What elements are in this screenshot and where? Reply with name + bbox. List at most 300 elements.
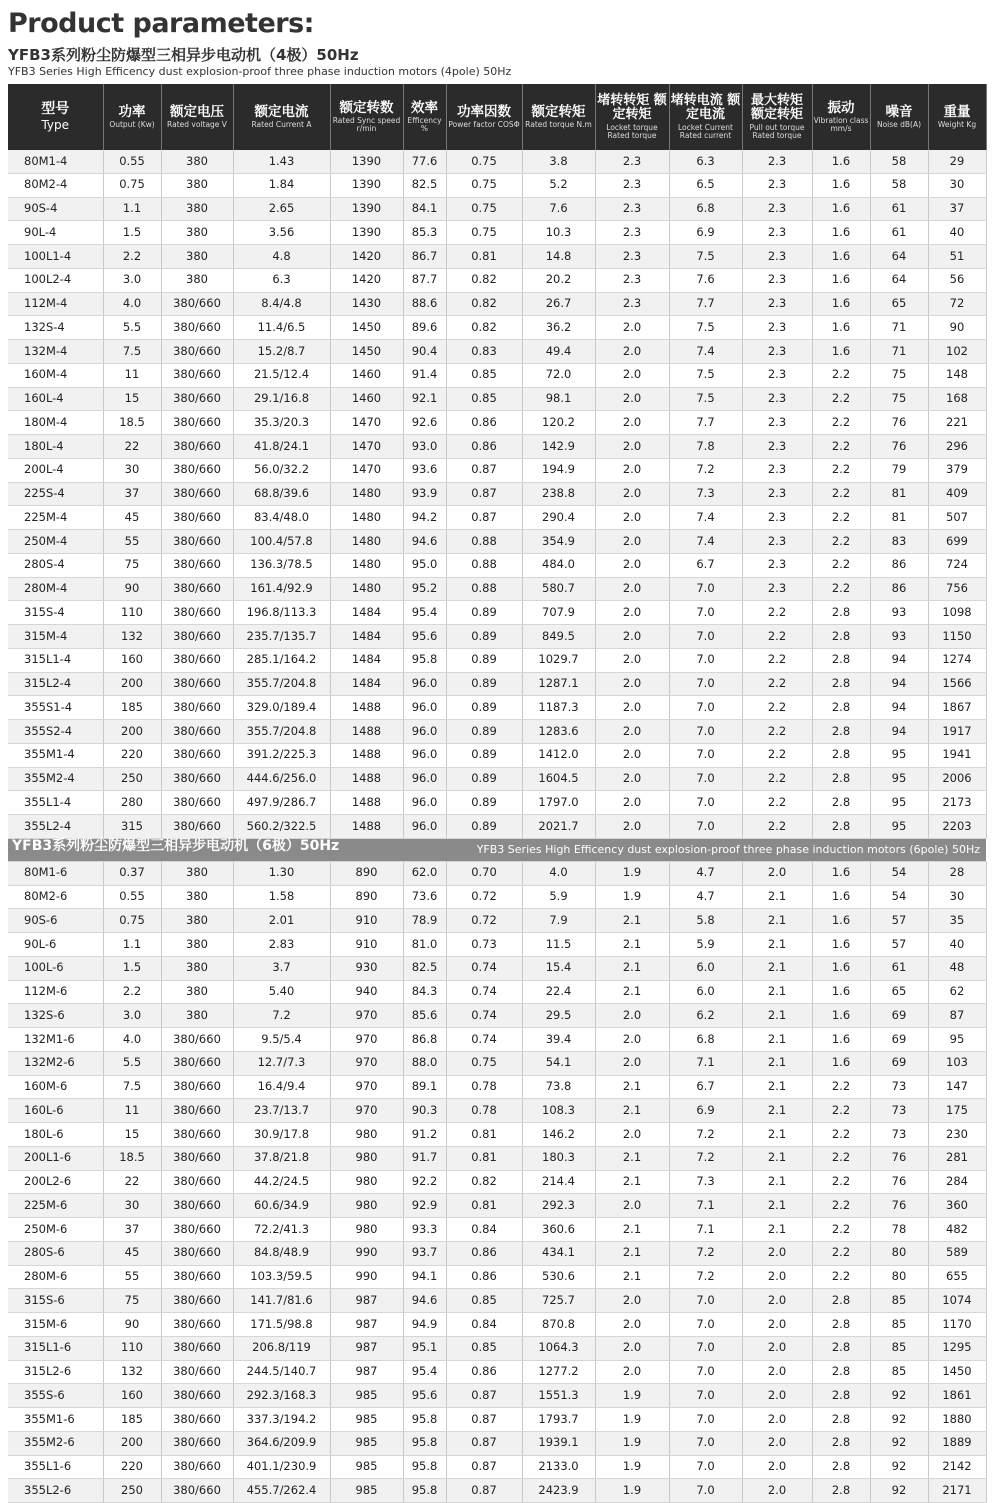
value-cell: 94 [870, 720, 928, 744]
band-title-cn: YFB3系列粉尘防爆型三相异步电动机（6极）50Hz [12, 837, 340, 854]
value-cell: 380 [161, 197, 233, 221]
value-cell: 235.7/135.7 [233, 625, 330, 649]
value-cell: 30 [103, 1194, 161, 1218]
value-cell: 6.8 [669, 197, 742, 221]
value-cell: 65 [870, 292, 928, 316]
value-cell: 95.2 [403, 577, 446, 601]
value-cell: 2.3 [742, 292, 812, 316]
value-cell: 0.87 [446, 1384, 522, 1408]
value-cell: 58 [870, 150, 928, 173]
value-cell: 95 [870, 743, 928, 767]
value-cell: 7.8 [669, 435, 742, 459]
value-cell: 93.7 [403, 1241, 446, 1265]
value-cell: 94 [870, 648, 928, 672]
value-cell: 161.4/92.9 [233, 577, 330, 601]
value-cell: 7.0 [669, 696, 742, 720]
table-row [8, 1360, 986, 1384]
value-cell: 360.6 [522, 1218, 595, 1242]
value-cell: 2.8 [812, 1408, 870, 1432]
value-cell: 380/660 [161, 1028, 233, 1052]
value-cell: 2.2 [812, 530, 870, 554]
value-cell: 2.0 [595, 340, 669, 364]
value-cell: 4.0 [522, 861, 595, 885]
value-cell: 180.3 [522, 1146, 595, 1170]
value-cell: 409 [928, 482, 986, 506]
table-row [8, 1313, 986, 1337]
value-cell: 0.89 [446, 743, 522, 767]
header-type: 型号 Type [8, 84, 103, 150]
value-cell: 2.3 [742, 553, 812, 577]
value-cell: 910 [330, 909, 403, 933]
value-cell: 2.83 [233, 933, 330, 957]
value-cell: 0.81 [446, 1123, 522, 1147]
value-cell: 12.7/7.3 [233, 1051, 330, 1075]
value-cell: 220 [103, 1455, 161, 1479]
value-cell: 95 [870, 791, 928, 815]
value-cell: 200 [103, 720, 161, 744]
value-cell: 2.3 [595, 245, 669, 269]
value-cell: 0.75 [446, 1051, 522, 1075]
value-cell: 86 [870, 553, 928, 577]
value-cell: 507 [928, 506, 986, 530]
value-cell: 1488 [330, 696, 403, 720]
value-cell: 2.0 [742, 1265, 812, 1289]
table-row [8, 363, 986, 387]
value-cell: 2.3 [742, 221, 812, 245]
header-rated-voltage: 额定电压 Rated voltage V [161, 84, 233, 150]
value-cell: 168 [928, 387, 986, 411]
value-cell: 238.8 [522, 482, 595, 506]
value-cell: 7.0 [669, 1479, 742, 1503]
value-cell: 200 [103, 672, 161, 696]
value-cell: 1074 [928, 1289, 986, 1313]
value-cell: 0.89 [446, 601, 522, 625]
value-cell: 85.3 [403, 221, 446, 245]
value-cell: 985 [330, 1455, 403, 1479]
value-cell: 2.0 [742, 1479, 812, 1503]
value-cell: 1.9 [595, 1431, 669, 1455]
value-cell: 5.5 [103, 1051, 161, 1075]
value-cell: 380/660 [161, 1408, 233, 1432]
table-row [8, 672, 986, 696]
value-cell: 2.3 [742, 245, 812, 269]
value-cell: 7.0 [669, 577, 742, 601]
value-cell: 2.0 [595, 1123, 669, 1147]
model-cell: 132S-4 [8, 316, 103, 340]
value-cell: 92 [870, 1384, 928, 1408]
value-cell: 1390 [330, 197, 403, 221]
section-band-cell [8, 838, 986, 861]
value-cell: 379 [928, 458, 986, 482]
value-cell: 86.7 [403, 245, 446, 269]
value-cell: 7.1 [669, 1194, 742, 1218]
model-cell: 315L2-6 [8, 1360, 103, 1384]
value-cell: 73 [870, 1123, 928, 1147]
value-cell: 76 [870, 1146, 928, 1170]
value-cell: 0.75 [446, 173, 522, 197]
value-cell: 7.0 [669, 767, 742, 791]
value-cell: 7.5 [103, 1075, 161, 1099]
value-cell: 76 [870, 1194, 928, 1218]
value-cell: 2.2 [103, 980, 161, 1004]
value-cell: 1604.5 [522, 767, 595, 791]
value-cell: 3.0 [103, 268, 161, 292]
value-cell: 100.4/57.8 [233, 530, 330, 554]
header-rated-torque: 额定转矩 Rated torque N.m [522, 84, 595, 150]
table-row [8, 387, 986, 411]
model-cell: 315L2-4 [8, 672, 103, 696]
value-cell: 75 [103, 553, 161, 577]
value-cell: 380/660 [161, 767, 233, 791]
value-cell: 980 [330, 1123, 403, 1147]
value-cell: 86.8 [403, 1028, 446, 1052]
value-cell: 61 [870, 197, 928, 221]
value-cell: 292.3/168.3 [233, 1384, 330, 1408]
value-cell: 7.2 [669, 458, 742, 482]
value-cell: 1470 [330, 411, 403, 435]
model-cell: 315L1-6 [8, 1336, 103, 1360]
value-cell: 92 [870, 1408, 928, 1432]
value-cell: 0.73 [446, 933, 522, 957]
value-cell: 196.8/113.3 [233, 601, 330, 625]
value-cell: 849.5 [522, 625, 595, 649]
value-cell: 1.1 [103, 197, 161, 221]
value-cell: 0.84 [446, 1218, 522, 1242]
value-cell: 2.3 [742, 506, 812, 530]
table-row [8, 861, 986, 885]
model-cell: 132M-4 [8, 340, 103, 364]
value-cell: 1064.3 [522, 1336, 595, 1360]
value-cell: 7.4 [669, 340, 742, 364]
value-cell: 1.6 [812, 173, 870, 197]
value-cell: 86 [870, 577, 928, 601]
value-cell: 1484 [330, 625, 403, 649]
model-cell: 112M-6 [8, 980, 103, 1004]
value-cell: 0.81 [446, 245, 522, 269]
value-cell: 1.6 [812, 933, 870, 957]
value-cell: 96.0 [403, 696, 446, 720]
value-cell: 1484 [330, 648, 403, 672]
value-cell: 2.01 [233, 909, 330, 933]
value-cell: 1.5 [103, 956, 161, 980]
value-cell: 0.87 [446, 482, 522, 506]
value-cell: 699 [928, 530, 986, 554]
value-cell: 93 [870, 625, 928, 649]
value-cell: 2.0 [595, 553, 669, 577]
model-cell: 90S-6 [8, 909, 103, 933]
value-cell: 355.7/204.8 [233, 720, 330, 744]
value-cell: 6.7 [669, 1075, 742, 1099]
value-cell: 73 [870, 1075, 928, 1099]
value-cell: 89.6 [403, 316, 446, 340]
value-cell: 7.0 [669, 1360, 742, 1384]
value-cell: 1.9 [595, 1384, 669, 1408]
value-cell: 2.8 [812, 743, 870, 767]
value-cell: 37 [928, 197, 986, 221]
value-cell: 2.0 [742, 861, 812, 885]
value-cell: 2.0 [595, 577, 669, 601]
value-cell: 434.1 [522, 1241, 595, 1265]
value-cell: 0.89 [446, 648, 522, 672]
table-row [8, 743, 986, 767]
value-cell: 890 [330, 861, 403, 885]
table-row [8, 601, 986, 625]
value-cell: 2.3 [742, 435, 812, 459]
value-cell: 7.0 [669, 648, 742, 672]
value-cell: 2.1 [595, 1099, 669, 1123]
value-cell: 380/660 [161, 292, 233, 316]
value-cell: 7.5 [669, 363, 742, 387]
value-cell: 1880 [928, 1408, 986, 1432]
value-cell: 1480 [330, 530, 403, 554]
value-cell: 79 [870, 458, 928, 482]
value-cell: 380/660 [161, 387, 233, 411]
table-row [8, 1075, 986, 1099]
section-band-6pole [8, 838, 986, 861]
value-cell: 7.0 [669, 1455, 742, 1479]
value-cell: 3.8 [522, 150, 595, 173]
value-cell: 96.0 [403, 791, 446, 815]
model-cell: 355M2-6 [8, 1431, 103, 1455]
value-cell: 725.7 [522, 1289, 595, 1313]
value-cell: 2.8 [812, 1313, 870, 1337]
value-cell: 7.0 [669, 720, 742, 744]
value-cell: 0.84 [446, 1313, 522, 1337]
value-cell: 0.87 [446, 1408, 522, 1432]
value-cell: 55 [103, 1265, 161, 1289]
value-cell: 4.0 [103, 292, 161, 316]
value-cell: 2.1 [595, 1265, 669, 1289]
value-cell: 380/660 [161, 1170, 233, 1194]
value-cell: 2.2 [812, 482, 870, 506]
value-cell: 1187.3 [522, 696, 595, 720]
header-power-factor: 功率因数 Power factor COSΦ [446, 84, 522, 150]
value-cell: 284 [928, 1170, 986, 1194]
value-cell: 1480 [330, 482, 403, 506]
value-cell: 0.89 [446, 625, 522, 649]
value-cell: 16.4/9.4 [233, 1075, 330, 1099]
value-cell: 2021.7 [522, 815, 595, 839]
value-cell: 1390 [330, 173, 403, 197]
value-cell: 21.5/12.4 [233, 363, 330, 387]
value-cell: 1150 [928, 625, 986, 649]
value-cell: 990 [330, 1241, 403, 1265]
value-cell: 2142 [928, 1455, 986, 1479]
model-cell: 80M2-4 [8, 173, 103, 197]
value-cell: 380/660 [161, 1384, 233, 1408]
model-cell: 225M-6 [8, 1194, 103, 1218]
table-row [8, 553, 986, 577]
value-cell: 354.9 [522, 530, 595, 554]
value-cell: 380/660 [161, 1051, 233, 1075]
value-cell: 94.6 [403, 530, 446, 554]
value-cell: 1939.1 [522, 1431, 595, 1455]
value-cell: 292.3 [522, 1194, 595, 1218]
value-cell: 2.3 [742, 268, 812, 292]
value-cell: 7.0 [669, 791, 742, 815]
value-cell: 0.82 [446, 292, 522, 316]
value-cell: 95.8 [403, 1479, 446, 1503]
value-cell: 30 [928, 173, 986, 197]
value-cell: 2.8 [812, 1431, 870, 1455]
value-cell: 69 [870, 1004, 928, 1028]
value-cell: 2.2 [742, 672, 812, 696]
value-cell: 380 [161, 933, 233, 957]
value-cell: 51 [928, 245, 986, 269]
value-cell: 1.6 [812, 150, 870, 173]
value-cell: 380 [161, 245, 233, 269]
value-cell: 40 [928, 933, 986, 957]
value-cell: 380 [161, 909, 233, 933]
value-cell: 0.86 [446, 1265, 522, 1289]
model-cell: 80M2-6 [8, 885, 103, 909]
value-cell: 2.2 [812, 435, 870, 459]
value-cell: 0.87 [446, 1479, 522, 1503]
value-cell: 30 [928, 885, 986, 909]
value-cell: 2.0 [595, 601, 669, 625]
value-cell: 380 [161, 980, 233, 1004]
table-row [8, 885, 986, 909]
value-cell: 1390 [330, 221, 403, 245]
value-cell: 221 [928, 411, 986, 435]
value-cell: 132 [103, 625, 161, 649]
value-cell: 171.5/98.8 [233, 1313, 330, 1337]
value-cell: 5.40 [233, 980, 330, 1004]
value-cell: 2.1 [742, 1051, 812, 1075]
value-cell: 2.0 [595, 411, 669, 435]
value-cell: 6.0 [669, 956, 742, 980]
model-cell: 250M-6 [8, 1218, 103, 1242]
value-cell: 930 [330, 956, 403, 980]
value-cell: 380/660 [161, 1123, 233, 1147]
table-row [8, 956, 986, 980]
model-cell: 280S-4 [8, 553, 103, 577]
value-cell: 380 [161, 885, 233, 909]
value-cell: 7.6 [522, 197, 595, 221]
value-cell: 2.8 [812, 696, 870, 720]
value-cell: 2.0 [742, 1455, 812, 1479]
value-cell: 7.0 [669, 1336, 742, 1360]
value-cell: 64 [870, 245, 928, 269]
value-cell: 7.1 [669, 1051, 742, 1075]
value-cell: 7.5 [669, 245, 742, 269]
value-cell: 0.86 [446, 435, 522, 459]
value-cell: 380/660 [161, 1313, 233, 1337]
value-cell: 4.7 [669, 885, 742, 909]
value-cell: 990 [330, 1265, 403, 1289]
value-cell: 2.8 [812, 672, 870, 696]
value-cell: 1.6 [812, 980, 870, 1004]
value-cell: 2.0 [742, 1431, 812, 1455]
value-cell: 0.85 [446, 1336, 522, 1360]
value-cell: 2.1 [742, 956, 812, 980]
value-cell: 108.3 [522, 1099, 595, 1123]
value-cell: 2.2 [742, 648, 812, 672]
value-cell: 1484 [330, 672, 403, 696]
value-cell: 2.0 [595, 743, 669, 767]
model-cell: 355M1-6 [8, 1408, 103, 1432]
value-cell: 2.8 [812, 625, 870, 649]
value-cell: 2.3 [742, 530, 812, 554]
value-cell: 1.58 [233, 885, 330, 909]
table-header [8, 84, 986, 150]
value-cell: 7.0 [669, 743, 742, 767]
value-cell: 22 [103, 1170, 161, 1194]
value-cell: 0.89 [446, 672, 522, 696]
table-row [8, 1265, 986, 1289]
model-cell: 160L-4 [8, 387, 103, 411]
value-cell: 2.1 [595, 1075, 669, 1099]
subtitle-4pole-en: YFB3 Series High Efficency dust explosion-proof three phase induction motors (4pole) 50Hz [8, 65, 512, 78]
value-cell: 80 [870, 1241, 928, 1265]
value-cell: 1488 [330, 815, 403, 839]
value-cell: 85 [870, 1313, 928, 1337]
value-cell: 2.2 [742, 791, 812, 815]
value-cell: 96.0 [403, 743, 446, 767]
table-body-4pole [8, 150, 986, 838]
value-cell: 2.2 [812, 458, 870, 482]
value-cell: 95.4 [403, 601, 446, 625]
table-row [8, 150, 986, 173]
value-cell: 2.0 [742, 1336, 812, 1360]
header-rated-speed: 额定转数 Rated Sync speed r/min [330, 84, 403, 150]
model-cell: 250M-4 [8, 530, 103, 554]
value-cell: 380 [161, 956, 233, 980]
value-cell: 6.3 [669, 150, 742, 173]
value-cell: 2.1 [742, 1123, 812, 1147]
value-cell: 2.0 [742, 1360, 812, 1384]
value-cell: 401.1/230.9 [233, 1455, 330, 1479]
value-cell: 2.8 [812, 601, 870, 625]
header-pullout-torque-ratio: 最大转矩 额定转矩 Pull out torque Rated torque [742, 84, 812, 150]
value-cell: 3.0 [103, 1004, 161, 1028]
table-row [8, 292, 986, 316]
value-cell: 6.9 [669, 221, 742, 245]
model-cell: 80M1-4 [8, 150, 103, 173]
value-cell: 1941 [928, 743, 986, 767]
value-cell: 1460 [330, 363, 403, 387]
value-cell: 92 [870, 1479, 928, 1503]
value-cell: 0.87 [446, 1455, 522, 1479]
value-cell: 985 [330, 1384, 403, 1408]
value-cell: 93.3 [403, 1218, 446, 1242]
value-cell: 0.75 [103, 909, 161, 933]
value-cell: 44.2/24.5 [233, 1170, 330, 1194]
model-cell: 132M2-6 [8, 1051, 103, 1075]
value-cell: 2.8 [812, 648, 870, 672]
value-cell: 71 [870, 316, 928, 340]
model-cell: 355L2-6 [8, 1479, 103, 1503]
value-cell: 160 [103, 648, 161, 672]
model-cell: 355L1-4 [8, 791, 103, 815]
value-cell: 7.2 [669, 1146, 742, 1170]
table-row [8, 933, 986, 957]
value-cell: 0.72 [446, 885, 522, 909]
value-cell: 0.89 [446, 815, 522, 839]
value-cell: 147 [928, 1075, 986, 1099]
value-cell: 2.0 [742, 1241, 812, 1265]
value-cell: 94.1 [403, 1265, 446, 1289]
value-cell: 329.0/189.4 [233, 696, 330, 720]
value-cell: 296 [928, 435, 986, 459]
value-cell: 1.9 [595, 1408, 669, 1432]
value-cell: 0.87 [446, 458, 522, 482]
value-cell: 91.7 [403, 1146, 446, 1170]
value-cell: 98.1 [522, 387, 595, 411]
value-cell: 2423.9 [522, 1479, 595, 1503]
value-cell: 73 [870, 1099, 928, 1123]
value-cell: 1.6 [812, 885, 870, 909]
